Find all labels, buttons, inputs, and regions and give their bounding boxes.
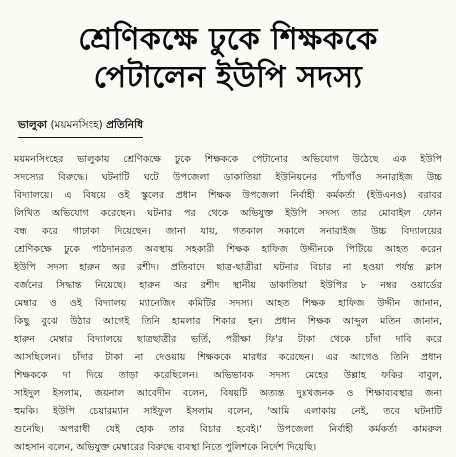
body-line: মেম্বার ও ওই বিদ্যালয় ম্যানেজিং কমিটির সদস্য। আহত শিক্ষক হাফিজ উদ্দীন জানান,	[14, 298, 442, 309]
body-line: হুমকি। ইউপি চেয়ারম্যান সাইফুল ইসলাম বলেন, 'আমি এলাকায় নেই, তবে ঘটনাটি	[14, 406, 442, 417]
body-line: ইউপি সদস্য হারুন অর রশীদ। প্রতিবাদে ছাত্র-ছাত্রীরা ঘটনার বিচার না হওয়া পর্যন্ত ক্লাস	[14, 262, 442, 273]
byline	[18, 118, 143, 138]
body-line: আহসান বলেন, অভিযুক্ত মেম্বারের বিরুদ্ধে ব্যবস্থা নিতে পুলিশকে নির্দেশ দিয়েছি।	[14, 442, 317, 453]
body-line: বিদ্যালয়ে। এ বিষয়ে ওই স্কুলের প্রধান শিক্ষক উপজেলা নির্বাহী কর্মকর্তা (ইউএনও) বরাবর	[14, 190, 442, 201]
body-line: হারুন মেম্বার বিদ্যালয়ে ছাত্রছাত্রীর ভর্তি, পরীক্ষা ফি'র টাকা থেকে চাঁদা দাবি করে	[14, 334, 442, 345]
byline-district: (ময়মনসিংহ)	[50, 119, 103, 131]
headline	[0, 22, 456, 96]
body-line: সদস্যের বিরুদ্ধে। ঘটনাটি ঘটে উপজেলা ডাকাতিয়া ইউনিয়নের পাঁচগাঁও সনারাইজ উচ্চ	[14, 172, 442, 183]
article-body	[14, 151, 442, 457]
byline-place: ভালুকা	[18, 119, 48, 131]
body-line: শুনেছি। অপরাধী যেই হোক তার বিচার হবেই।' উপজেলা নির্বাহী কর্মকর্তা কামরুল	[14, 424, 442, 435]
body-line: ময়মনসিংহের ভালুকায় শ্রেণিকক্ষে ঢুকে শিক্ষককে পেটানোর অভিযোগ উঠেছে এক ইউপি	[14, 154, 442, 165]
body-line: কিছু বুঝে উঠার আগেই তিনি হামলার শিকার হন। প্রধান শিক্ষক আব্দুল মতিন জানান,	[14, 316, 442, 327]
body-line: আসছিলেন। চাঁদার টাকা না দেওয়ায় শিক্ষককে মারধর করেছেন। এর আগেও তিনি প্রধান	[14, 352, 442, 363]
body-line: বন্ধ করে গাঢাকা দিয়েছেন। জানা যায়, গতকাল সকালে সনারাইজ উচ্চ বিদ্যালয়ের	[14, 226, 442, 237]
byline-reporter: প্রতিনিধি	[106, 119, 143, 131]
body-line: শিক্ষককে দা দিয়ে তাড়া করেছিলেন। অভিভাবক সদস্য মেহের উল্লাহ ফকির বাবুল,	[14, 370, 442, 381]
headline-line-2: পেটালেন ইউপি সদস্য	[93, 60, 363, 96]
headline-line-1: শ্রেণিকক্ষে ঢুকে শিক্ষককে	[78, 22, 378, 57]
body-line: লিখিত অভিযোগ করেছেন। ঘটনার পর থেকে অভিযুক্ত ইউপি সদস্য তার মোবাইল ফোন	[14, 208, 442, 219]
body-line: বর্জনের সিদ্ধান্ত নিয়েছে। হারুন অর রশীদ স্থানীয় ডাকাতিয়া ইউপির ৮ নম্বর ওয়ার্ডের	[14, 280, 442, 291]
body-line: সাইদুল ইসলাম, জয়নাল আবেদীন বলেন, বিষয়টি অত্যন্ত দুঃখজনক ও শিক্ষাব্যবস্থার জন্য	[14, 388, 442, 399]
body-line: শ্রেণিকক্ষে ঢুকে পাঠদানরত অবস্থায় সহকারী শিক্ষক হাফিজ উদ্দীনকে পিটিয়ে আহত করেন	[14, 244, 442, 255]
